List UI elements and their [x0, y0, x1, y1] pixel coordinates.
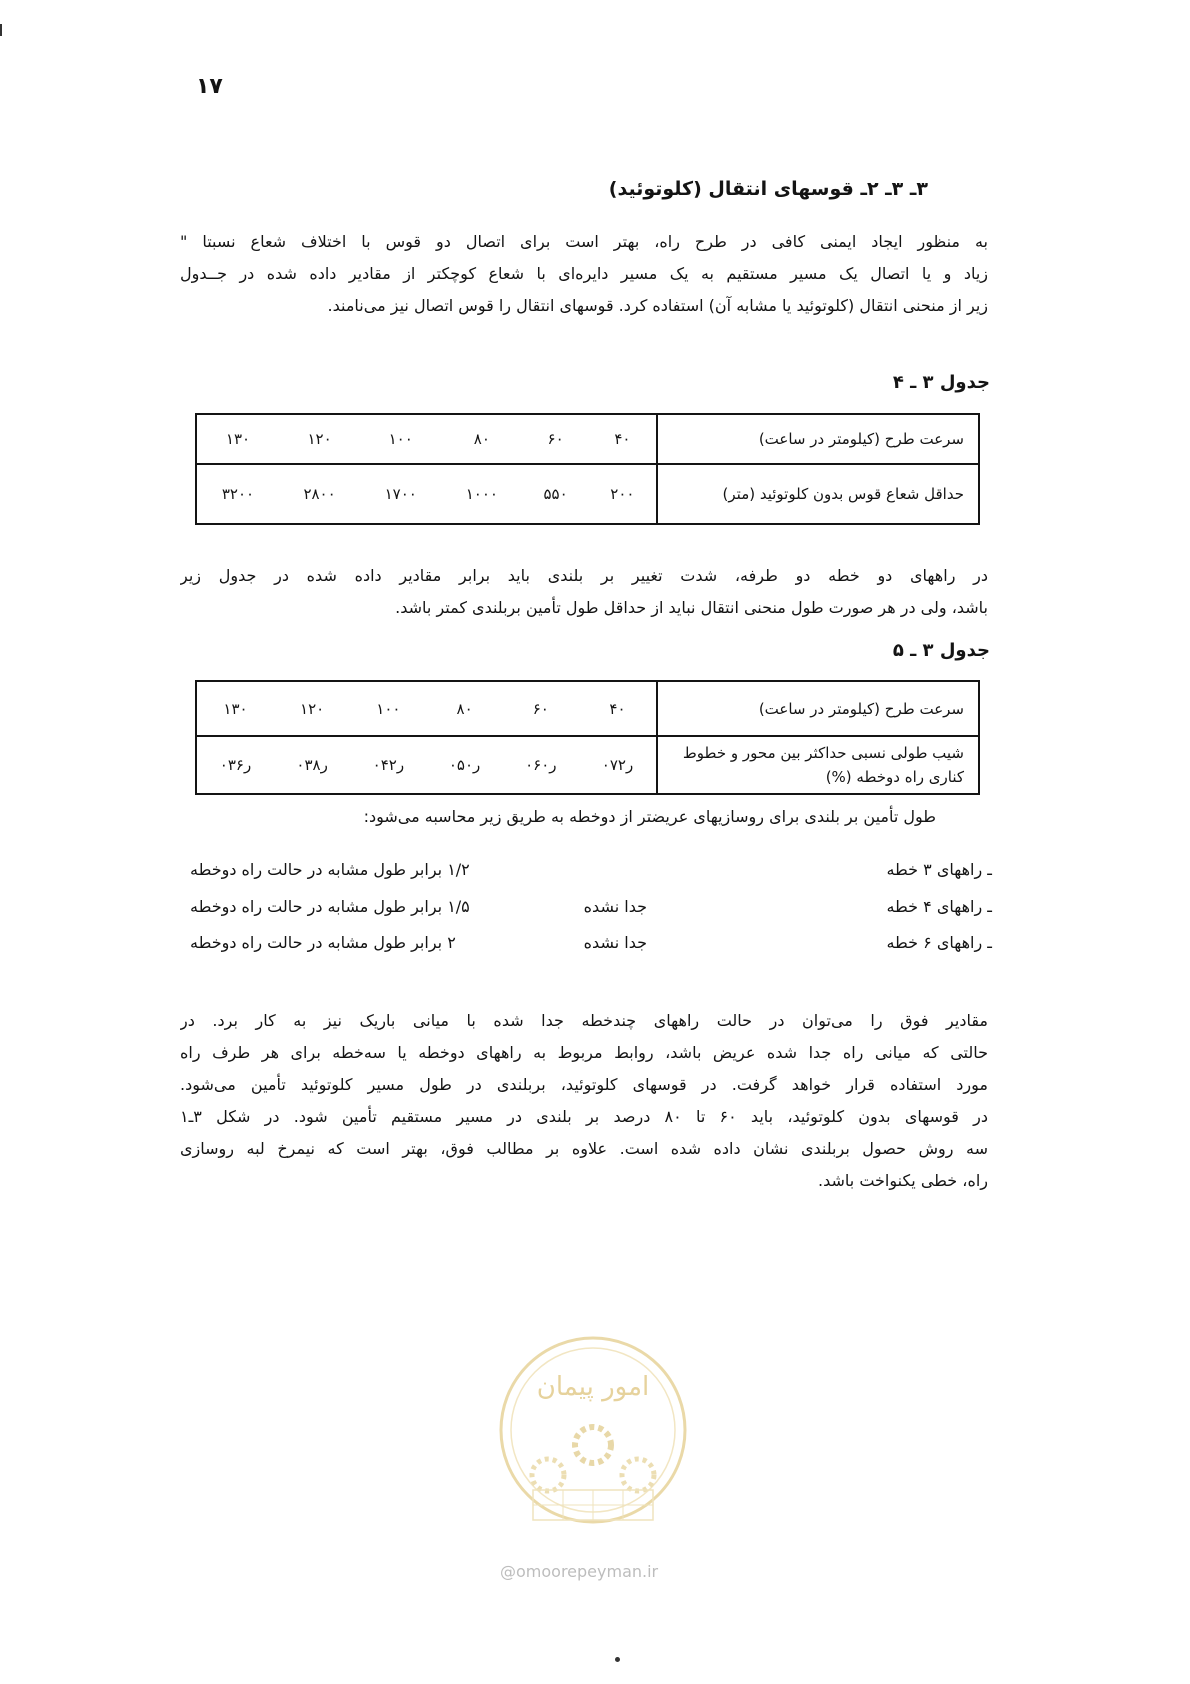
table-cell: ۱۰۰	[350, 681, 426, 736]
lane-row	[180, 856, 992, 886]
table-cell: ۳۲۰۰	[221, 485, 255, 503]
table-cell: ۰ر۳۸	[296, 756, 328, 774]
section-heading: ۳ـ ۳ـ ۲ـ قوسهای انتقال (کلوتوئید)	[608, 178, 928, 200]
lane-status: جدا نشده	[583, 897, 647, 916]
watermark-logo	[493, 1325, 693, 1575]
table-cell: ۰ر۷۲	[601, 756, 634, 774]
table-cell: ۲۰۰	[610, 485, 635, 503]
paragraph-line: حالتی که میانی راه جدا شده عریض باشد، روابط مربوط به راههای دوخطه یا سه‌خطه برای هر طرف راه	[180, 1043, 988, 1062]
row-label: سرعت طرح (کیلومتر در ساعت)	[657, 414, 979, 464]
row-label: حداقل شعاع قوس بدون کلوتوئید (متر)	[657, 464, 979, 524]
table-cell: ۱۷۰۰	[384, 485, 417, 503]
watermark-logo-text: امور پیمان	[536, 1372, 650, 1402]
table-row	[196, 681, 979, 736]
paragraph-line: زیر از منحنی انتقال (کلوتوئید یا مشابه آن) استفاده کرد. قوسهای انتقال را قوس اتصال نیز می‌نامند.	[327, 296, 988, 315]
paragraph-line: مقادیر فوق را می‌توان در حالت راههای چندخطه جدا شده با میانی باریک نیز به کار برد. در	[180, 1011, 988, 1030]
table-cell: ۸۰	[441, 414, 522, 464]
lane-intro: طول تأمین بر بلندی برای روسازیهای عریضتر از دوخطه به طریق زیر محاسبه می‌شود:	[363, 807, 936, 826]
lane-status: جدا نشده	[583, 933, 647, 952]
table-cell: ۴۰	[579, 681, 657, 736]
table-cell: ۰ر۶۰	[525, 756, 557, 774]
table-cell: ۱۰۰۰	[465, 485, 498, 503]
middle-paragraph	[180, 560, 988, 624]
paragraph-line: سه روش حصول بربلندی نشان داده شده است. علاوه بر مطالب فوق، بهتر است که نیمرخ لبه روسازی	[180, 1139, 988, 1158]
table-cell: ۶۰	[503, 681, 579, 736]
paragraph-line: باشد، ولی در هر صورت طول منحنی انتقال نباید از حداقل طول تأمین بربلندی کمتر باشد.	[395, 598, 988, 617]
table-cell: ۰ر۵۰	[448, 756, 481, 774]
lane-row	[180, 893, 992, 923]
lane-name: ـ راههای ۴ خطه	[886, 897, 992, 916]
lane-rule: ۲ برابر طول مشابه در حالت راه دوخطه	[190, 933, 456, 952]
table-cell: ۶۰	[522, 414, 588, 464]
table-cell: ۸۰	[426, 681, 502, 736]
max-slope-table	[195, 680, 980, 795]
table-cell: ۵۵۰	[543, 485, 568, 503]
lane-name: ـ راههای ۳ خطه	[886, 860, 992, 879]
paragraph-line: به منظور ایجاد ایمنی کافی در طرح راه، بهتر است برای اتصال دو قوس با اختلاف شعاع نسبتا "	[180, 232, 988, 251]
table-cell: ۱۲۰	[274, 681, 350, 736]
table-cell: ۴۰	[589, 414, 657, 464]
paragraph-line: زیاد و یا اتصال یک مسیر مستقیم به یک مسیر دایره‌ای با شعاع کوچکتر از مقادیر داده شده در جــدول	[180, 264, 988, 283]
table-caption: جدول ۳ ـ ۵	[892, 640, 990, 661]
row-label: سرعت طرح (کیلومتر در ساعت)	[657, 681, 979, 736]
paragraph-line: در قوسهای بدون کلوتوئید، باید ۶۰ تا ۸۰ درصد بر بلندی در مسیر مستقیم تأمین شود. در شکل ۳ـ۱	[180, 1107, 988, 1126]
table-cell: ۰ر۴۲	[372, 756, 405, 774]
scan-dot	[615, 1657, 620, 1662]
table-row	[196, 414, 979, 464]
lane-rule: ۱/۵ برابر طول مشابه در حالت راه دوخطه	[190, 897, 470, 916]
paragraph-line: راه، خطی یکنواخت باشد.	[818, 1171, 988, 1190]
table-cell: ۲۸۰۰	[303, 485, 336, 503]
table-row	[196, 464, 979, 524]
lane-name: ـ راههای ۶ خطه	[886, 933, 992, 952]
paragraph-line: در راههای دو خطه دو طرفه، شدت تغییر بر بلندی باید برابر مقادیر داده شده در جدول زیر	[180, 566, 988, 585]
min-radius-table	[195, 413, 980, 525]
final-paragraph	[180, 1005, 988, 1197]
table-cell: ۰ر۳۶	[219, 756, 252, 774]
watermark-site: @omoorepeyman.ir	[500, 1562, 659, 1581]
paragraph-line: مورد استفاده قرار خواهد گرفت. در قوسهای کلوتوئید، بربلندی در طول مسیر کلوتوئید تأمین می‌شود.	[180, 1075, 988, 1094]
table-cell: ۱۲۰	[279, 414, 360, 464]
page-number: ۱۷	[196, 74, 223, 99]
lane-rule: ۱/۲ برابر طول مشابه در حالت راه دوخطه	[190, 860, 470, 879]
table-cell: ۱۳۰	[196, 414, 279, 464]
intro-paragraph	[180, 226, 988, 322]
table-cell: ۱۳۰	[196, 681, 274, 736]
table-cell: ۱۰۰	[360, 414, 441, 464]
table-caption: جدول ۳ ـ ۴	[892, 372, 990, 393]
lane-row	[180, 929, 992, 959]
table-row	[196, 736, 979, 794]
row-label: شیب طولی نسبی حداکثر بین محور و خطوط کناری راه دوخطه (%)	[657, 736, 979, 794]
scan-edge-mark	[0, 24, 2, 36]
